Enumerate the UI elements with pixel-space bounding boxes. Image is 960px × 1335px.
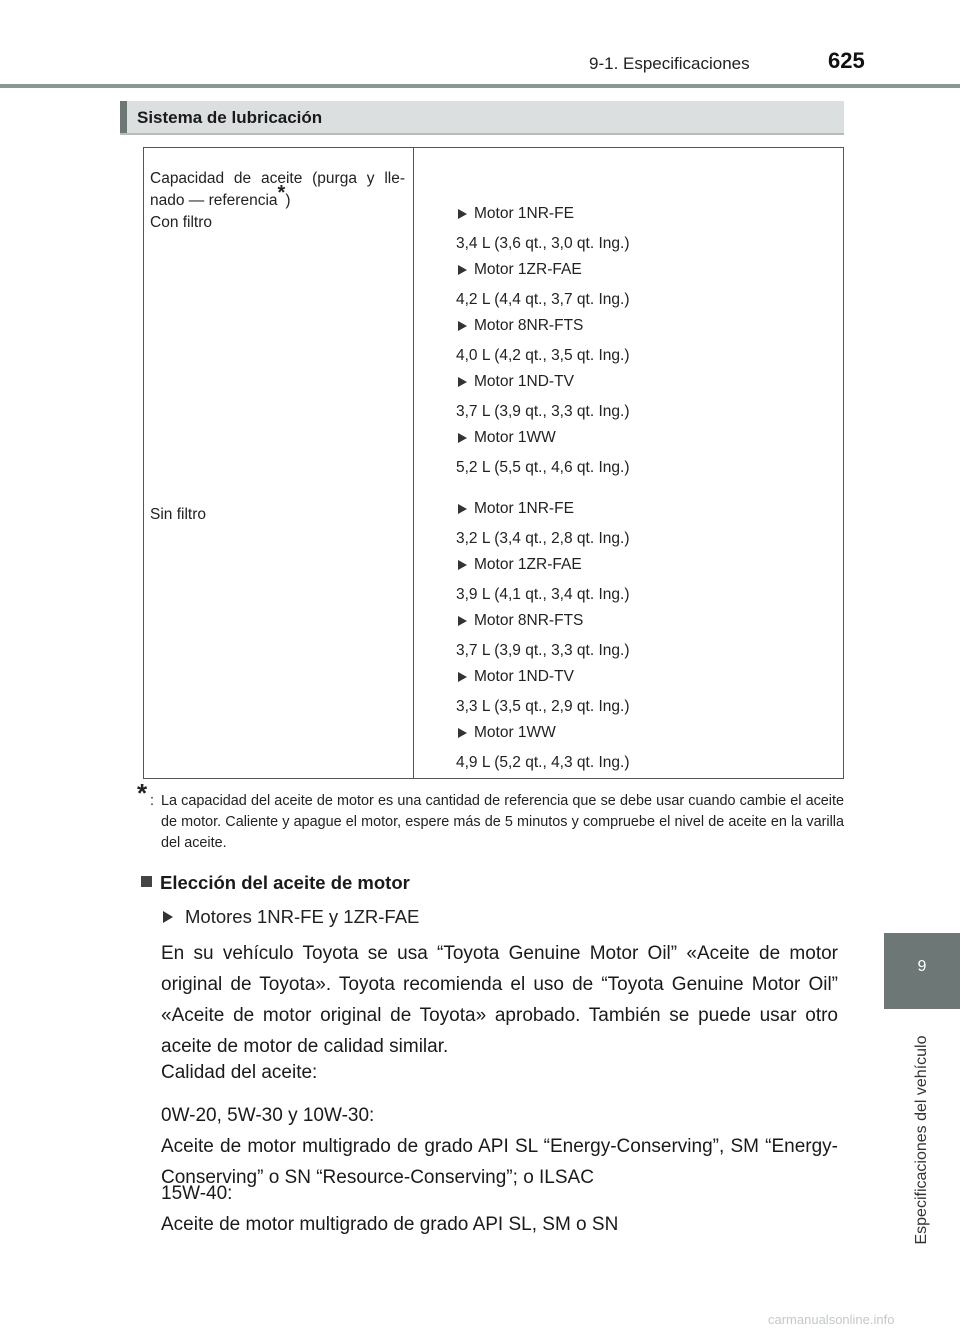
square-bullet-icon [141,876,152,887]
engine-name: Motor 8NR-FTS [456,314,846,344]
sin-filtro-label: Sin filtro [150,506,206,523]
engine-capacity-item [456,258,846,314]
oil-quality-label: Calidad del aceite: [161,1062,318,1083]
triangle-bullet-icon [163,911,173,923]
engine-capacity-item [456,314,846,370]
header-section-title: 9-1. Especificaciones [589,54,750,73]
footnote [137,778,844,854]
sin-filtro-values [456,497,846,777]
watermark: carmanualsonline.info [768,1312,895,1327]
chapter-number: 9 [917,958,927,975]
engine-name: Motor 1ZR-FAE [456,553,846,583]
engine-name: Motor 1WW [456,426,846,456]
engine-capacity-item [456,609,846,665]
engine-name: Motor 1NR-FE [456,202,846,232]
engine-name: Motor 1WW [456,721,846,751]
page-number: 625 [828,48,865,73]
oil-capacity-value: 3,3 L (3,5 qt., 2,9 qt. Ing.) [456,698,630,715]
section-heading: Sistema de lubricación [137,108,323,127]
oil-capacity-table [143,147,844,779]
engine-name: Motor 1NR-FE [456,497,846,527]
footnote-text: La capacidad del aceite de motor es una cantidad de referencia que se debe usar cuando cambie el aceite de motor. Caliente y apague el motor, espere más de 5 minutos y compruebe el nivel de aceite en la varilla del aceite. [161,793,844,851]
subheading-text: Elección del aceite de motor [160,872,410,893]
table-column-divider [413,148,414,778]
engine-capacity-item [456,721,846,777]
con-filtro-label: Con filtro [150,214,213,231]
oil-capacity-value: 3,7 L (3,9 qt., 3,3 qt. Ing.) [456,642,630,659]
engine-capacity-item [456,665,846,721]
section-heading-bar [120,101,844,135]
con-filtro-values [456,202,846,482]
subheading [141,872,410,894]
section-heading-accent [120,101,127,133]
engine-name: Motor 1ZR-FAE [456,258,846,288]
chapter-tab [884,933,960,1009]
grade2-text: Aceite de motor multigrado de grado API SL, SM o SN [161,1214,619,1235]
engine-capacity-item [456,202,846,258]
oil-capacity-value: 4,2 L (4,4 qt., 3,7 qt. Ing.) [456,291,630,308]
oil-recommendation-paragraph: En su vehículo Toyota se usa “Toyota Genuine Motor Oil” «Aceite de motor original de Toyota». Toyota recomienda el uso de “Toyota Genuine Motor Oil” «Aceite de motor original de Toyota» aprobado. También se puede usar otro aceite de motor de calidad similar. [161,943,838,1057]
grade2-label: 15W-40: [161,1183,233,1204]
chapter-caption: Especificaciones del vehículo [913,1035,930,1245]
oil-capacity-label-line2: nado — referencia [150,192,278,209]
engine-capacity-item [456,370,846,426]
engine-capacity-item [456,426,846,482]
reference-asterisk: * [277,181,286,204]
header-rule [0,84,960,88]
oil-capacity-value: 3,4 L (3,6 qt., 3,0 qt. Ing.) [456,235,630,252]
engine-name: Motor 1ND-TV [456,665,846,695]
oil-capacity-label-paren: ) [285,192,291,209]
engine-capacity-item [456,553,846,609]
oil-capacity-value: 3,9 L (4,1 qt., 3,4 qt. Ing.) [456,586,630,603]
oil-capacity-label [150,168,405,234]
engine-bullet [163,906,419,928]
grade2-block [161,1178,838,1240]
oil-capacity-value: 3,7 L (3,9 qt., 3,3 qt. Ing.) [456,403,630,420]
engine-capacity-item [456,497,846,553]
oil-capacity-value: 4,9 L (5,2 qt., 4,3 qt. Ing.) [456,754,630,771]
engine-bullet-text: Motores 1NR-FE y 1ZR-FAE [185,906,420,927]
engine-name: Motor 1ND-TV [456,370,846,400]
engine-name: Motor 8NR-FTS [456,609,846,639]
footnote-asterisk: * [137,778,148,808]
oil-capacity-value: 4,0 L (4,2 qt., 3,5 qt. Ing.) [456,347,630,364]
grade1-label: 0W-20, 5W-30 y 10W-30: [161,1105,375,1126]
grade1-text: Aceite de motor multigrado de grado API SL “Energy-Conserving”, SM “Energy-Conserving” o SN “Resource-Conserving”; o ILSAC [161,1136,838,1188]
oil-capacity-value: 3,2 L (3,4 qt., 2,8 qt. Ing.) [456,530,630,547]
oil-capacity-value: 5,2 L (5,5 qt., 4,6 qt. Ing.) [456,459,630,476]
oil-capacity-label-line1: Capacidad de aceite (purga y lle- [150,170,405,187]
footnote-colon: : [150,793,154,809]
